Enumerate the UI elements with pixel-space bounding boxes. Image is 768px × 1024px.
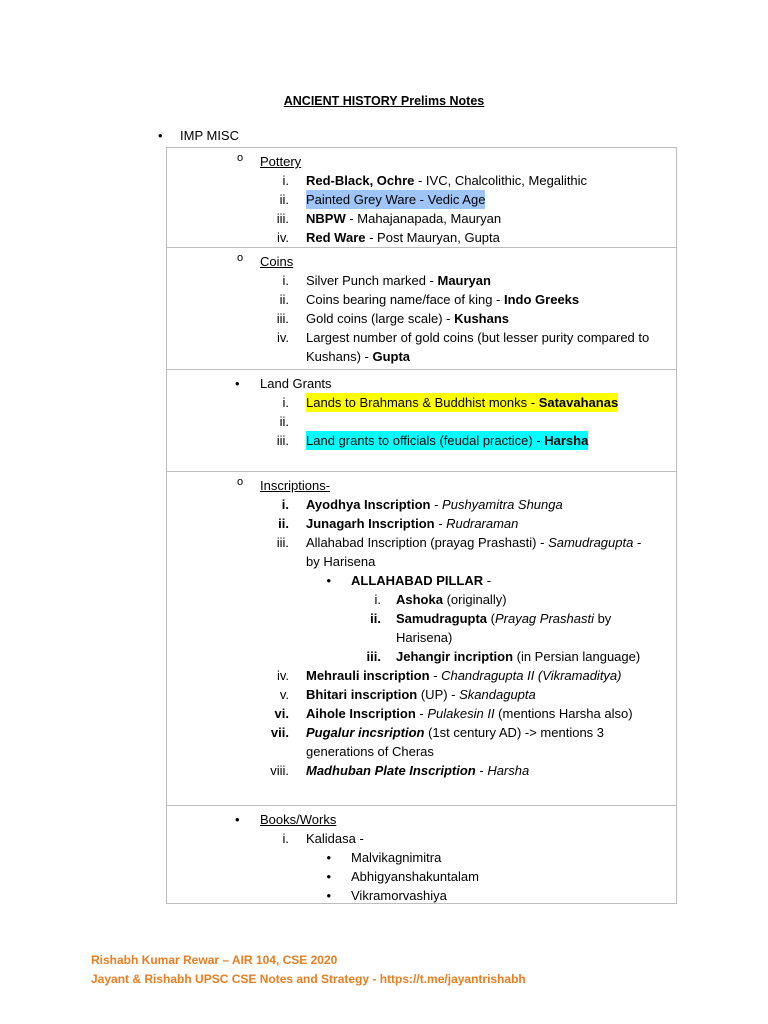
section-heading: Inscriptions- <box>260 478 331 493</box>
list-item: iii. Land grants to officials (feudal practice) - Harsha <box>276 433 589 448</box>
notes-table <box>166 147 677 904</box>
bullet-icon: • <box>326 888 331 903</box>
circle-bullet-icon: o <box>237 152 244 164</box>
top-bullet-label: IMP MISC <box>180 128 239 143</box>
list-item-continued: generations of Cheras <box>306 744 434 759</box>
page-title: ANCIENT HISTORY Prelims Notes <box>283 94 485 108</box>
coins-section <box>167 248 676 370</box>
list-item: iii. Allahabad Inscription (prayag Prashasti) - Samudragupta - <box>276 535 642 550</box>
section-heading: Books/Works <box>260 812 337 827</box>
list-item: iii. Gold coins (large scale) - Kushans <box>276 311 510 326</box>
bullet-icon: • <box>326 850 331 865</box>
bullet-icon: • <box>326 869 331 884</box>
bullet-icon: • <box>326 573 331 588</box>
pottery-section <box>167 148 676 248</box>
list-item: • Abhigyanshakuntalam <box>167 867 676 886</box>
list-item: iv. Red Ware - Post Mauryan, Gupta <box>276 230 500 245</box>
list-item: ii. <box>279 414 289 429</box>
list-item-continued: by Harisena <box>306 554 376 569</box>
circle-bullet-icon: o <box>237 252 244 264</box>
list-item: iii. Jehangir incription (in Persian language) <box>366 649 641 664</box>
inscriptions-section <box>167 472 676 806</box>
list-item: i. Silver Punch marked - Mauryan <box>282 273 491 288</box>
list-item: viii. Madhuban Plate Inscription - Harsha <box>270 763 530 778</box>
list-item: i. Ashoka (originally) <box>374 592 507 607</box>
books-section <box>167 806 676 903</box>
top-bullet <box>158 128 239 143</box>
footer-author: Rishabh Kumar Rewar – AIR 104, CSE 2020 <box>91 953 338 967</box>
list-item-continued: Kushans) - Gupta <box>306 349 411 364</box>
bullet-icon: • <box>158 128 163 143</box>
list-item: ii. Coins bearing name/face of king - Indo Greeks <box>279 292 580 307</box>
list-item: iv. Mehrauli inscription - Chandragupta II (Vikramaditya) <box>276 668 622 683</box>
footer-link[interactable]: Jayant & Rishabh UPSC CSE Notes and Strategy - https://t.me/jayantrishabh <box>91 972 526 986</box>
list-item-continued: Harisena) <box>396 630 453 645</box>
list-item: • Vikramorvashiya <box>167 886 676 905</box>
circle-bullet-icon: o <box>237 476 244 488</box>
list-item: i. Lands to Brahmans & Buddhist monks - Satavahanas <box>282 395 619 410</box>
land-grants-section <box>167 370 676 472</box>
bullet-icon: • <box>235 812 240 827</box>
list-item: iii. NBPW - Mahajanapada, Mauryan <box>276 211 502 226</box>
list-item: i. Ayodhya Inscription - Pushyamitra Shunga <box>281 497 563 512</box>
list-item: vii. Pugalur incsription (1st century AD) -> mentions 3 <box>270 725 605 740</box>
list-item: ii. Samudragupta (Prayag Prashasti by <box>370 611 612 626</box>
list-item: iv. Largest number of gold coins (but lesser purity compared to <box>276 330 650 345</box>
list-item: ii. Junagarh Inscription - Rudraraman <box>278 516 519 531</box>
section-heading: Land Grants <box>260 376 332 391</box>
list-item: i. Kalidasa - <box>282 831 364 846</box>
list-item: ii. Painted Grey Ware - Vedic Age <box>279 192 486 207</box>
list-item: • Malvikagnimitra <box>167 848 676 867</box>
section-heading: Pottery <box>260 154 302 169</box>
list-item: v. Bhitari inscription (UP) - Skandagupta <box>279 687 536 702</box>
list-item: i. Red-Black, Ochre - IVC, Chalcolithic, Megalithic <box>282 173 588 188</box>
list-item: vi. Aihole Inscription - Pulakesin II (mentions Harsha also) <box>274 706 633 721</box>
section-heading: Coins <box>260 254 294 269</box>
bullet-icon: • <box>235 376 240 391</box>
pillar-heading: • ALLAHABAD PILLAR - <box>167 571 676 590</box>
